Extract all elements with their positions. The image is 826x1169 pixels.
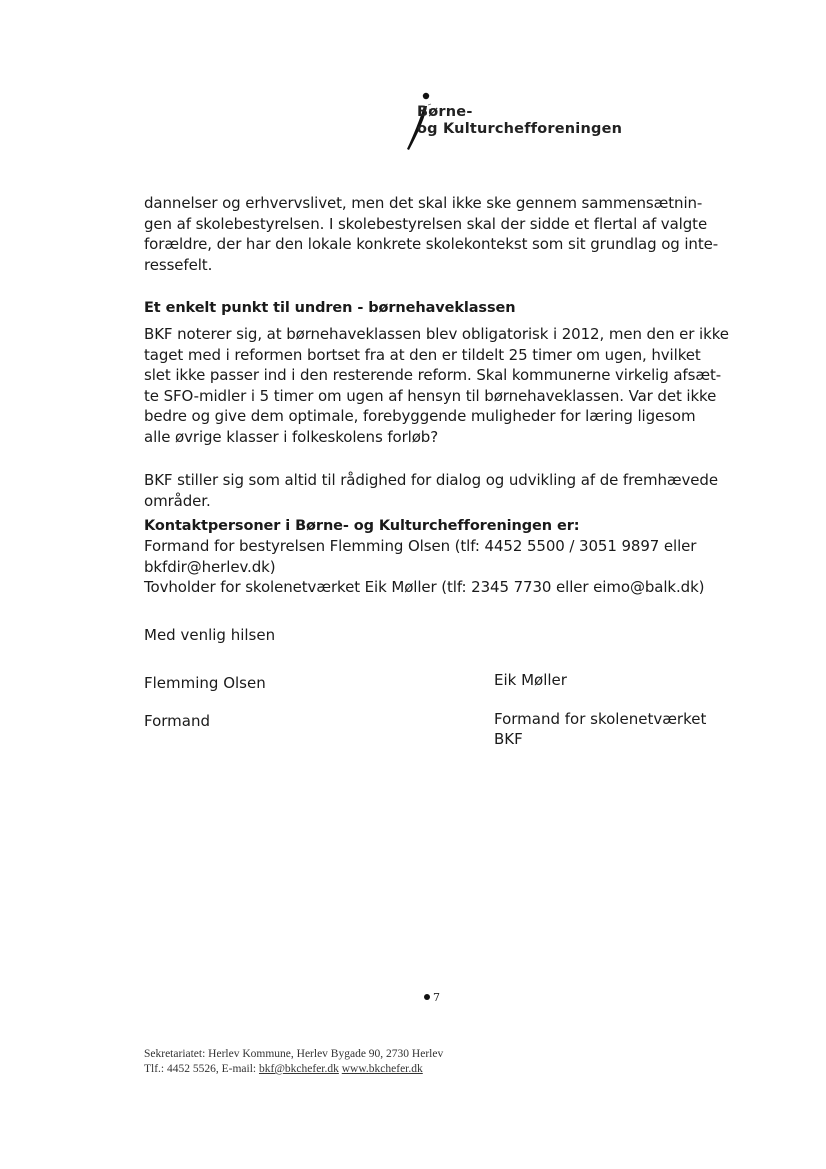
footer-website-link[interactable]: www.bkchefer.dk xyxy=(341,1063,423,1075)
signatory-right-name: Eik Møller xyxy=(494,671,567,689)
page-number-value: 7 xyxy=(433,991,440,1004)
org-logo xyxy=(400,88,660,158)
footer-address: Sekretariatet: Herlev Kommune, Herlev Bygade 90, 2730 Herlev xyxy=(144,1048,444,1060)
contacts-list xyxy=(144,536,704,598)
page-number xyxy=(424,991,440,1004)
text-line: områder. xyxy=(144,491,211,510)
text-line: alle øvrige klasser i folkeskolens forløb? xyxy=(144,427,439,446)
intro-paragraph xyxy=(144,193,719,275)
footer-phone: Tlf.: 4452 5526, E-mail: xyxy=(144,1063,259,1075)
text-line: slet ikke passer ind i den resterende reform. Skal kommunerne virkelig afsæt- xyxy=(144,366,722,384)
org-name-line1: Børne- xyxy=(417,104,473,120)
signatory-left-title: Formand xyxy=(144,712,211,730)
text-line: gen af skolebestyrelsen. I skolebestyrelsen skal der sidde et flertal af valgte xyxy=(144,214,708,233)
text-line: BKF stiller sig som altid til rådighed for dialog og udvikling af de fremhævede xyxy=(144,471,718,489)
footer xyxy=(144,1047,443,1077)
text-line: taget med i reformen bortset fra at den er tildelt 25 timer om ugen, hvilket xyxy=(144,345,701,364)
contact-line: Formand for bestyrelsen Flemming Olsen (tlf: 4452 5500 / 3051 9897 eller xyxy=(144,537,697,555)
section-heading: Et enkelt punkt til undren - børnehaveklassen xyxy=(144,300,516,316)
signatory-right-title xyxy=(494,709,706,749)
section-paragraph xyxy=(144,324,729,447)
signatory-left-name: Flemming Olsen xyxy=(144,674,266,692)
text-line: bedre og give dem optimale, forebyggende muligheder for læring ligesom xyxy=(144,407,696,425)
text-line: dannelser og erhvervslivet, men det skal ikke ske gennem sammensætnin- xyxy=(144,194,703,212)
org-name-line2: og Kulturchefforeningen xyxy=(417,121,623,137)
footer-email-link[interactable]: bkf@bkchefer.dk xyxy=(258,1063,339,1075)
dialog-paragraph xyxy=(144,470,718,511)
contacts-heading: Kontaktpersoner i Børne- og Kulturchefforeningen er: xyxy=(144,518,580,534)
greeting: Med venlig hilsen xyxy=(144,626,276,644)
signatory-right-title-line2: BKF xyxy=(494,730,523,748)
footer-contact xyxy=(144,1062,443,1077)
bullet-icon xyxy=(424,994,430,1000)
text-line: forældre, der har den lokale konkrete skolekontekst som sit grundlag og inte- xyxy=(144,235,719,253)
org-name xyxy=(417,104,622,138)
text-line: BKF noterer sig, at børnehaveklassen blev obligatorisk i 2012, men den er ikke xyxy=(144,325,729,343)
text-line: ressefelt. xyxy=(144,255,213,274)
contact-line: Tovholder for skolenetværket Eik Møller (tlf: 2345 7730 eller eimo@balk.dk) xyxy=(144,578,705,596)
signatory-right-title-line1: Formand for skolenetværket xyxy=(494,710,707,728)
text-line: te SFO-midler i 5 timer om ugen af hensyn til børnehaveklassen. Var det ikke xyxy=(144,386,717,405)
contact-line: bkfdir@herlev.dk) xyxy=(144,557,276,576)
